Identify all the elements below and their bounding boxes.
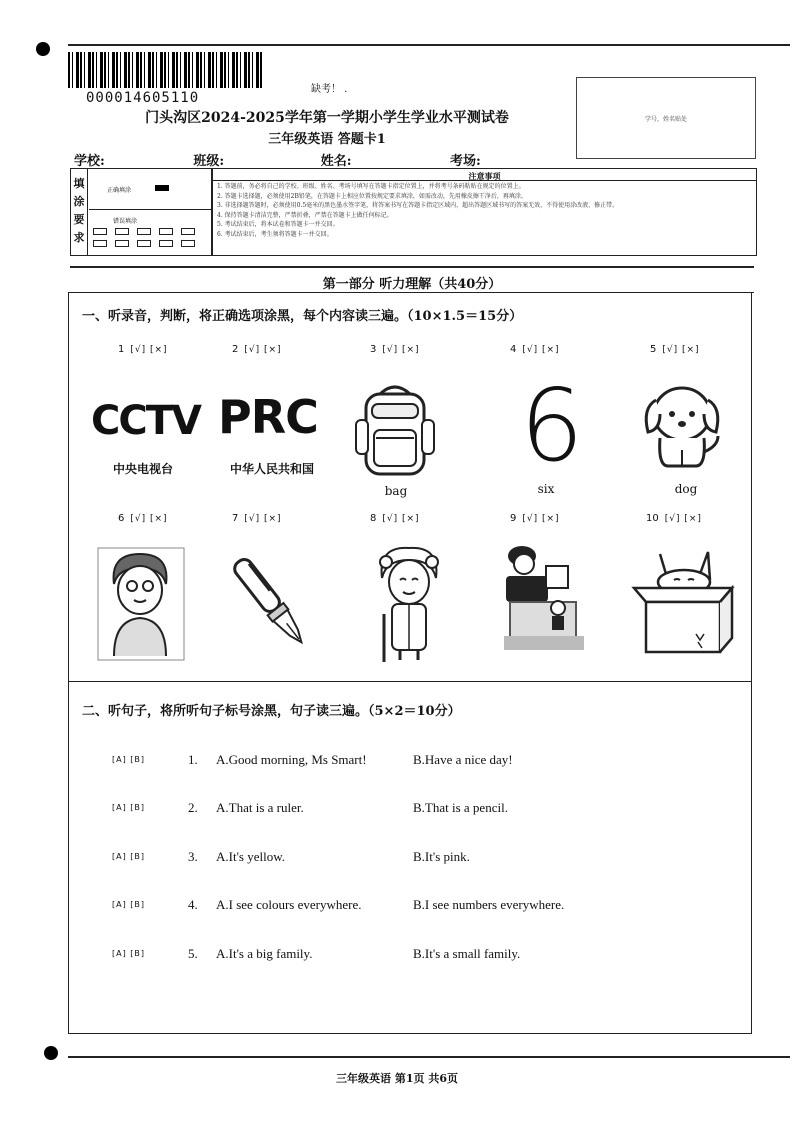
fill-requirements-label: 填涂要求 [71, 169, 88, 255]
registration-dot-bottom [44, 1046, 58, 1060]
q9-options[interactable]: [√] [×] [522, 514, 560, 524]
bottom-rule [68, 1056, 790, 1058]
section-divider [68, 681, 752, 682]
wrong-fill-label: 错误填涂 [113, 218, 138, 225]
backpack-image [352, 380, 438, 478]
school-label: 学校: [74, 154, 105, 169]
class-label: 班级: [193, 154, 225, 169]
s2-q2-number: 2. [188, 800, 198, 815]
s2-q2-options[interactable]: [A] [B] [112, 803, 145, 812]
q5-number: 5 [√] [×] [650, 344, 700, 355]
part1-heading [70, 266, 754, 293]
prc-logo: PRC [218, 390, 318, 444]
name-field[interactable] [352, 154, 436, 169]
correct-fill-mark [155, 185, 169, 191]
wrong-fill-mark [181, 240, 195, 247]
wrong-fill-mark [115, 228, 129, 235]
s2-q4-options[interactable]: [A] [B] [112, 900, 145, 909]
q7-number: 7 [√] [×] [232, 513, 282, 524]
q10-options[interactable]: [√] [×] [664, 514, 702, 524]
barcode [68, 52, 264, 88]
s2-q4-option-b: B.I see numbers everywhere. [413, 897, 565, 912]
q8-options[interactable]: [√] [×] [382, 514, 420, 524]
grandma-image [96, 544, 186, 664]
exam-title: 门头沟区2024-2025学年第一学期小学生学业水平测试卷 [145, 110, 509, 126]
wrong-fill-mark [115, 240, 129, 247]
notice-item: 3. 非选择题答题时，必须使用0.5毫米的黑色墨水签字笔，将答案书写在答题卡指定区域内，超出答题区域书写的答案无效，不得使用涂改液、修正带。 [217, 202, 619, 209]
q5-caption: dog [674, 482, 698, 496]
s2-q3-options[interactable]: [A] [B] [112, 852, 145, 861]
registration-dot-top [36, 42, 50, 56]
q2-number: 2 [√] [×] [232, 344, 282, 355]
school-field[interactable] [105, 154, 181, 169]
wrong-fill-mark [93, 228, 107, 235]
notice-item: 5. 考试结束后，将本试卷和答题卡一并交回。 [217, 221, 339, 228]
s2-q4-option-a: A.I see colours everywhere. [216, 897, 362, 912]
s2-q5-options[interactable]: [A] [B] [112, 949, 145, 958]
section1-title: 一、听录音，判断，将正确选项涂黑，每个内容读三遍。（10×1.5＝15分） [82, 309, 523, 324]
notice-item: 1. 答题前，务必将自己的学校、班级、姓名、考场号填写在答题卡指定位置上，并将考号条码粘贴在规定的位置上。 [217, 183, 525, 190]
dog-image [638, 380, 728, 472]
notice-item: 2. 答题卡选择题，必须使用2B铅笔，在答题卡上相应位置按规定要求填涂，如需改动，先用橡皮擦干净后，再填涂。 [217, 192, 527, 200]
wrong-fill-mark [93, 240, 107, 247]
student-info-row [74, 150, 713, 169]
wrong-fill-mark [137, 240, 151, 247]
s2-q4-number: 4. [188, 897, 198, 912]
q6-number: 6 [√] [×] [118, 513, 168, 524]
q1-number: 1 [√] [×] [118, 344, 168, 355]
wrong-fill-mark [159, 240, 173, 247]
s2-q5-option-a: A.It's a big family. [216, 946, 313, 961]
fountain-pen-image [232, 548, 312, 658]
correct-fill-label: 正确填涂 [107, 187, 132, 194]
class-field[interactable] [224, 154, 306, 169]
notice-box [212, 168, 757, 256]
q4-options[interactable]: [√] [×] [522, 345, 560, 355]
q3-number: 3 [√] [×] [370, 344, 420, 355]
s2-q1-number: 1. [188, 752, 198, 767]
s2-q2-option-b: B.That is a pencil. [413, 800, 508, 815]
notice-item: 6. 考试结束后，考生须将答题卡一并交回。 [217, 230, 333, 238]
grandma-cane-image [372, 544, 446, 664]
q9-number: 9 [√] [×] [510, 513, 560, 524]
q1-options[interactable]: [√] [×] [130, 345, 168, 355]
q2-caption: 中华人民共和国 [229, 462, 314, 476]
q5-options[interactable]: [√] [×] [662, 345, 700, 355]
q3-options[interactable]: [√] [×] [382, 345, 420, 355]
q6-options[interactable]: [√] [×] [130, 514, 168, 524]
name-label: 姓名: [320, 154, 352, 169]
notice-title: 注意事项 [468, 171, 501, 181]
s2-q5-number: 5. [188, 946, 198, 961]
id-sticker-text: 学号，姓名贴处 [644, 116, 687, 123]
s2-q1-option-b: B.Have a nice day! [413, 752, 513, 767]
wrong-fill-mark [137, 228, 151, 235]
fill-requirements-box [70, 168, 212, 256]
q2-options[interactable]: [√] [×] [244, 345, 282, 355]
wrong-fill-mark [159, 228, 173, 235]
s2-q2-option-a: A.That is a ruler. [216, 800, 304, 815]
top-rule [68, 44, 790, 46]
q3-caption: bag [384, 484, 408, 498]
q1-caption: 中央电视台 [112, 462, 173, 476]
part1-title: 第一部分 听力理解（共40分） [322, 277, 502, 292]
exam-subtitle: 三年级英语 答题卡1 [268, 132, 386, 147]
absent-label: 缺考！ . [311, 84, 348, 95]
barcode-number: 000014605110 [86, 90, 200, 106]
s2-q3-option-a: A.It's yellow. [216, 849, 286, 864]
s2-q3-number: 3. [188, 849, 198, 864]
notice-item: 4. 保持答题卡清洁完整，严禁折叠，严禁在答题卡上做任何标记。 [217, 211, 393, 219]
room-field[interactable] [481, 154, 713, 169]
s2-q3-option-b: B.It's pink. [413, 849, 470, 864]
q4-number: 4 [√] [×] [510, 344, 560, 355]
family-photo-image [500, 542, 586, 654]
s2-q5-option-b: B.It's a small family. [413, 946, 521, 961]
section2-title: 二、听句子，将所听句子标号涂黑，句子读三遍。（5×2＝10分） [82, 704, 461, 719]
q4-caption: six [537, 482, 555, 496]
id-sticker-box [576, 77, 756, 159]
cctv-logo: CCTV [91, 398, 200, 444]
room-label: 考场: [450, 154, 481, 169]
q8-number: 8 [√] [×] [370, 513, 420, 524]
s2-q1-options[interactable]: [A] [B] [112, 755, 145, 764]
page-footer: 三年级英语 第1页 共6页 [336, 1072, 458, 1085]
q10-number: 10 [√] [×] [646, 513, 702, 524]
s2-q1-option-a: A.Good morning, Ms Smart! [216, 752, 367, 767]
wrong-fill-mark [181, 228, 195, 235]
number-six-image: 6 [520, 367, 584, 484]
cat-in-box-image [630, 544, 736, 656]
q7-options[interactable]: [√] [×] [244, 514, 282, 524]
